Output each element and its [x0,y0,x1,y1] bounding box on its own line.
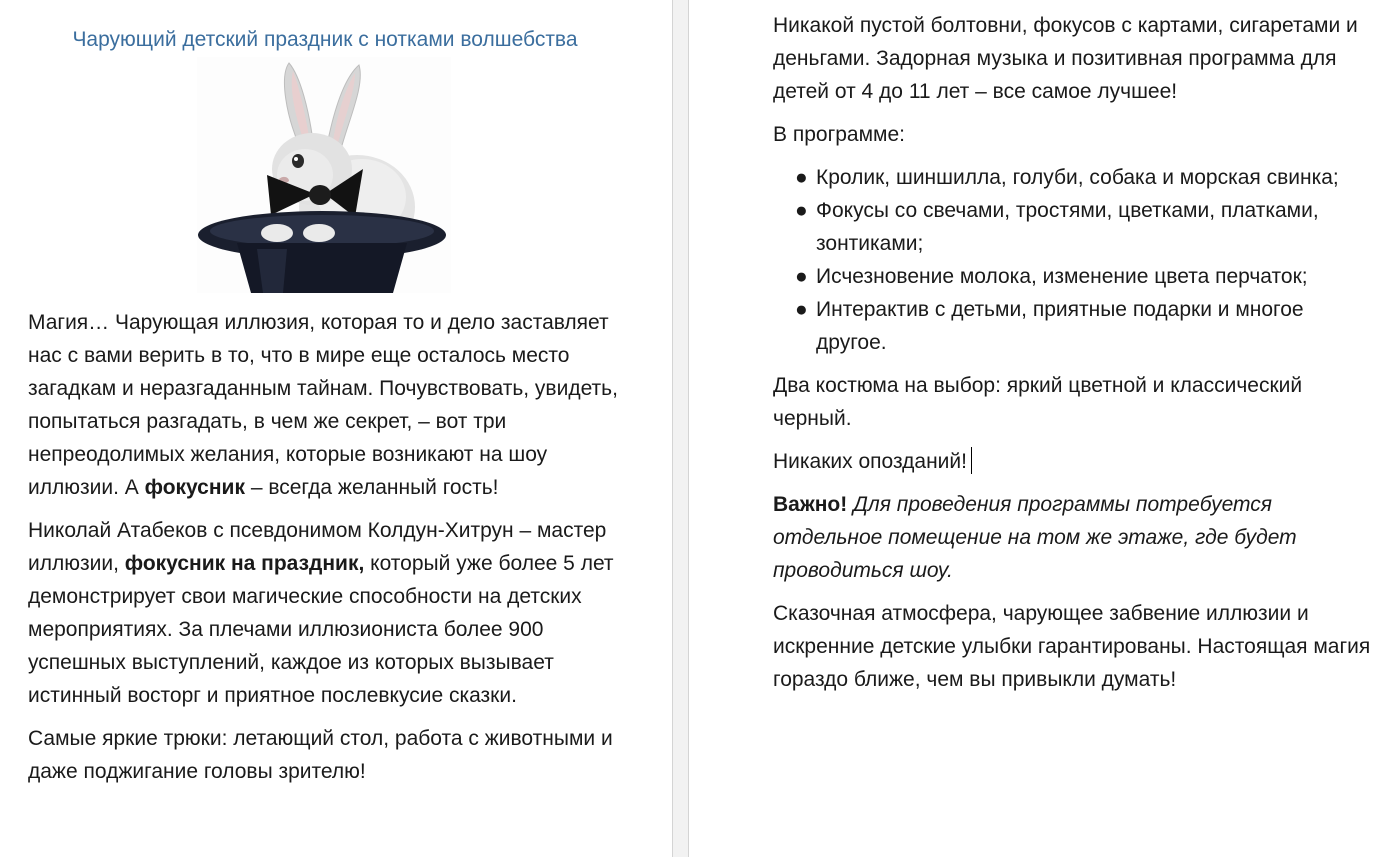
bold-keyword: фокусник на праздник, [124,552,365,575]
left-body-text[interactable] [28,306,628,798]
italic-note: Для проведения программы потребуется отдельное помещение на том же этаже, где будет проводиться шоу. [773,493,1297,582]
bold-keyword: Важно! [773,493,848,516]
document-title: Чарующий детский праздник с нотками волшебства [72,28,578,51]
paragraph-text: Никаких опозданий! [773,450,967,473]
list-item[interactable] [795,194,1373,260]
bullet-icon: ● [795,166,808,189]
paragraph-closing[interactable]: Сказочная атмосфера, чарующее забвение иллюзии и искренние детские улыбки гарантированы. Настоящая магия гораздо ближе, чем вы привыкли думать! [773,602,1371,691]
document-page-left[interactable] [0,0,672,857]
paragraph-tricks[interactable]: Самые яркие трюки: летающий стол, работа с животными и даже поджигание головы зрителю! [28,727,613,783]
list-item-text: Интерактив с детьми, приятные подарки и многое другое. [816,298,1304,354]
document-page-right[interactable] [689,0,1391,857]
paragraph-costumes[interactable]: Два костюма на выбор: яркий цветной и классический черный. [773,374,1303,430]
paragraph-text: который уже более 5 лет демонстрирует свои магические способности на детских мероприятиях. За плечами иллюзиониста более 900 успешных выступлений, каждое из которых вызывает истинный восторг и приятное послевкусие сказки. [28,552,614,707]
page-gutter [672,0,689,857]
bullet-icon: ● [795,265,808,288]
program-list[interactable] [773,161,1373,359]
paragraph-magic-intro[interactable] [28,306,628,504]
paragraph-text: – всегда желанный гость! [244,476,499,499]
rabbit-in-hat-picture[interactable] [197,57,451,293]
list-item-text: Кролик, шиншилла, голуби, собака и морская свинка; [816,166,1339,189]
paragraph-important[interactable] [773,488,1373,587]
right-body-text[interactable] [773,9,1373,706]
paragraph-no-delays[interactable] [773,445,1373,478]
bold-keyword: фокусник [144,476,245,499]
paragraph-text: Магия… Чарующая иллюзия, которая то и дело заставляет нас с вами верить в то, что в мире еще осталось место загадкам и неразгаданным тайнам. Почувствовать, увидеть, попытаться разгадать, в чем же секрет, – вот три непреодолимых желания, которые возникают на шоу иллюзии. А [28,311,618,499]
list-item-text: Исчезновение молока, изменение цвета перчаток; [816,265,1308,288]
list-item-text: Фокусы со свечами, тростями, цветками, платками, зонтиками; [816,199,1319,255]
paragraph-text: Николай Атабеков с псевдонимом Колдун-Хитрун – мастер иллюзии, [28,519,607,575]
bullet-icon: ● [795,298,808,321]
list-item[interactable] [795,260,1373,293]
program-heading[interactable]: В программе: [773,123,905,146]
paragraph-no-chatter[interactable]: Никакой пустой болтовни, фокусов с картами, сигаретами и деньгами. Задорная музыка и позитивная программа для детей от 4 до 11 лет – все самое лучшее! [773,14,1358,103]
bullet-icon: ● [795,199,808,222]
paragraph-magician-bio[interactable] [28,514,628,712]
text-cursor [971,447,972,474]
list-item[interactable] [795,293,1373,359]
list-item[interactable] [795,161,1373,194]
